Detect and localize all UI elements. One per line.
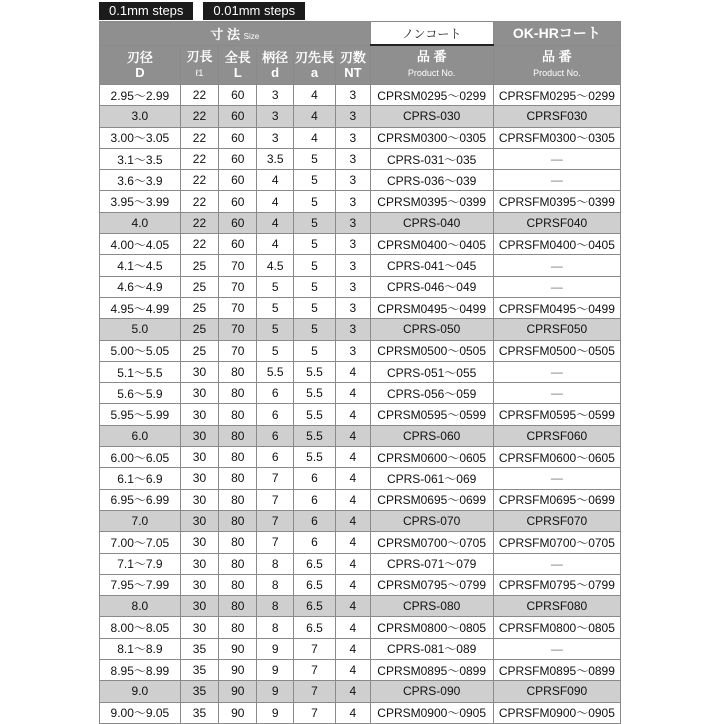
- table-row: [100, 340, 621, 361]
- cell-non: CPRSM0495～0499: [370, 297, 493, 318]
- cell-okhr: CPRSF060: [493, 425, 620, 446]
- cell-d: 8: [257, 617, 293, 638]
- cell-a: 5: [293, 255, 335, 276]
- cell-d: 8: [257, 596, 293, 617]
- cell-okhr: CPRSF050: [493, 319, 620, 340]
- cell-d: 7.1～7.9: [100, 553, 181, 574]
- table-row: [100, 425, 621, 446]
- cell-d: 9: [257, 702, 293, 723]
- cell-d: 8.95～8.99: [100, 660, 181, 681]
- cell-non: CPRS-090: [370, 681, 493, 702]
- col-header-l1: 刃長 ℓ1: [180, 45, 218, 85]
- cell-okhr: CPRSF090: [493, 681, 620, 702]
- table-row: [100, 532, 621, 553]
- cell-l1: 30: [180, 617, 218, 638]
- cell-a: 5: [293, 212, 335, 233]
- cell-d: 6.1～6.9: [100, 468, 181, 489]
- cell-d: 3: [257, 85, 293, 106]
- cell-okhr: —: [493, 148, 620, 169]
- cell-d: 9.0: [100, 681, 181, 702]
- cell-nt: 3: [336, 234, 370, 255]
- cell-a: 6: [293, 489, 335, 510]
- cell-okhr: CPRSFM0500～0505: [493, 340, 620, 361]
- cell-nt: 3: [336, 127, 370, 148]
- cell-d: 8.1～8.9: [100, 638, 181, 659]
- cell-d: 7.00～7.05: [100, 532, 181, 553]
- cell-nt: 4: [336, 489, 370, 510]
- cell-d: 9: [257, 681, 293, 702]
- cell-non: CPRS-070: [370, 510, 493, 531]
- cell-a: 5: [293, 319, 335, 340]
- cell-nt: 4: [336, 383, 370, 404]
- cell-l: 70: [219, 276, 257, 297]
- cell-l1: 30: [180, 510, 218, 531]
- cell-d: 9: [257, 660, 293, 681]
- cell-l1: 35: [180, 660, 218, 681]
- cell-l1: 30: [180, 574, 218, 595]
- cell-nt: 3: [336, 212, 370, 233]
- cell-l1: 30: [180, 425, 218, 446]
- cell-okhr: CPRSFM0495～0499: [493, 297, 620, 318]
- cell-l1: 25: [180, 297, 218, 318]
- table-row: [100, 127, 621, 148]
- cell-l1: 22: [180, 106, 218, 127]
- cell-l: 80: [219, 596, 257, 617]
- cell-d: 4.1～4.5: [100, 255, 181, 276]
- cell-d: 5.1～5.5: [100, 361, 181, 382]
- cell-nt: 3: [336, 191, 370, 212]
- table-row: [100, 148, 621, 169]
- cell-l: 80: [219, 510, 257, 531]
- cell-a: 7: [293, 681, 335, 702]
- cell-l1: 30: [180, 553, 218, 574]
- cell-okhr: —: [493, 361, 620, 382]
- cell-l: 80: [219, 404, 257, 425]
- cell-d: 4: [257, 170, 293, 191]
- cell-okhr: CPRSFM0695～0699: [493, 489, 620, 510]
- cell-nt: 4: [336, 638, 370, 659]
- cell-okhr: CPRSFM0700～0705: [493, 532, 620, 553]
- cell-okhr: CPRSF080: [493, 596, 620, 617]
- table-row: [100, 319, 621, 340]
- cell-okhr: —: [493, 170, 620, 191]
- cell-nt: 4: [336, 681, 370, 702]
- col-header-tip-length: 刃先長 a: [293, 45, 335, 85]
- cell-a: 5: [293, 191, 335, 212]
- cell-d: 5: [257, 297, 293, 318]
- cell-d: 6.00～6.05: [100, 447, 181, 468]
- ok-hr-coat-header: OK-HRコート: [493, 22, 620, 46]
- cell-d: 6: [257, 383, 293, 404]
- cell-l: 90: [219, 638, 257, 659]
- cell-d: 8: [257, 574, 293, 595]
- cell-okhr: —: [493, 255, 620, 276]
- cell-d: 3.1～3.5: [100, 148, 181, 169]
- size-header: [100, 22, 371, 46]
- cell-d: 3.6～3.9: [100, 170, 181, 191]
- cell-non: CPRS-080: [370, 596, 493, 617]
- cell-nt: 4: [336, 361, 370, 382]
- cell-non: CPRSM0400～0405: [370, 234, 493, 255]
- cell-a: 6.5: [293, 553, 335, 574]
- cell-nt: 3: [336, 255, 370, 276]
- cell-l: 80: [219, 574, 257, 595]
- cell-d: 7: [257, 510, 293, 531]
- cell-l1: 30: [180, 383, 218, 404]
- cell-nt: 3: [336, 170, 370, 191]
- table-row: [100, 234, 621, 255]
- cell-d: 4.95～4.99: [100, 297, 181, 318]
- cell-a: 7: [293, 702, 335, 723]
- cell-non: CPRS-046～049: [370, 276, 493, 297]
- cell-l: 60: [219, 234, 257, 255]
- cell-l1: 25: [180, 319, 218, 340]
- col-header-flutes: 刃数 NT: [336, 45, 370, 85]
- cell-a: 6: [293, 532, 335, 553]
- cell-non: CPRS-071～079: [370, 553, 493, 574]
- cell-d: 2.95～2.99: [100, 85, 181, 106]
- header-row-1: [100, 22, 621, 46]
- cell-l1: 22: [180, 191, 218, 212]
- product-spec-table: [99, 21, 621, 724]
- cell-l1: 30: [180, 532, 218, 553]
- table-row: [100, 297, 621, 318]
- table-row: [100, 106, 621, 127]
- cell-l1: 22: [180, 170, 218, 191]
- cell-nt: 3: [336, 276, 370, 297]
- cell-non: CPRSM0895～0899: [370, 660, 493, 681]
- cell-l: 60: [219, 170, 257, 191]
- cell-d: 6: [257, 404, 293, 425]
- cell-l1: 22: [180, 85, 218, 106]
- cell-non: CPRS-036～039: [370, 170, 493, 191]
- cell-l: 80: [219, 447, 257, 468]
- cell-non: CPRS-050: [370, 319, 493, 340]
- cell-d: 5.0: [100, 319, 181, 340]
- step-tabs: [99, 2, 305, 20]
- cell-d: 3.5: [257, 148, 293, 169]
- cell-nt: 3: [336, 106, 370, 127]
- cell-okhr: CPRSFM0800～0805: [493, 617, 620, 638]
- cell-l1: 25: [180, 255, 218, 276]
- cell-d: 5.5: [257, 361, 293, 382]
- cell-non: CPRSM0295～0299: [370, 85, 493, 106]
- cell-a: 4: [293, 85, 335, 106]
- cell-a: 6.5: [293, 617, 335, 638]
- cell-a: 7: [293, 660, 335, 681]
- table-row: [100, 468, 621, 489]
- cell-d: 4.00～4.05: [100, 234, 181, 255]
- cell-okhr: CPRSF040: [493, 212, 620, 233]
- cell-l1: 22: [180, 127, 218, 148]
- cell-nt: 3: [336, 319, 370, 340]
- cell-non: CPRS-051～055: [370, 361, 493, 382]
- cell-l: 80: [219, 617, 257, 638]
- tab-0-1mm-steps[interactable]: 0.1mm steps: [99, 2, 193, 20]
- cell-l1: 35: [180, 681, 218, 702]
- cell-d: 7: [257, 489, 293, 510]
- cell-a: 5.5: [293, 361, 335, 382]
- cell-d: 3.00～3.05: [100, 127, 181, 148]
- cell-l1: 30: [180, 404, 218, 425]
- cell-nt: 4: [336, 532, 370, 553]
- cell-okhr: CPRSFM0595～0599: [493, 404, 620, 425]
- cell-a: 5.5: [293, 425, 335, 446]
- cell-d: 7.95～7.99: [100, 574, 181, 595]
- table-row: [100, 681, 621, 702]
- cell-okhr: —: [493, 383, 620, 404]
- cell-l: 80: [219, 532, 257, 553]
- cell-d: 5.00～5.05: [100, 340, 181, 361]
- cell-l1: 22: [180, 234, 218, 255]
- cell-nt: 4: [336, 425, 370, 446]
- table-body: [100, 85, 621, 724]
- table-row: [100, 447, 621, 468]
- cell-nt: 4: [336, 447, 370, 468]
- table-row: [100, 489, 621, 510]
- size-label: 寸 法: [210, 26, 240, 42]
- cell-d: 9: [257, 638, 293, 659]
- cell-d: 4.6～4.9: [100, 276, 181, 297]
- cell-l1: 30: [180, 596, 218, 617]
- cell-l: 60: [219, 85, 257, 106]
- cell-okhr: —: [493, 276, 620, 297]
- cell-a: 4: [293, 127, 335, 148]
- cell-a: 4: [293, 106, 335, 127]
- size-sublabel: Size: [243, 31, 260, 41]
- cell-a: 6: [293, 510, 335, 531]
- cell-okhr: CPRSF030: [493, 106, 620, 127]
- cell-l: 80: [219, 383, 257, 404]
- table-row: [100, 361, 621, 382]
- cell-non: CPRS-040: [370, 212, 493, 233]
- cell-a: 5: [293, 148, 335, 169]
- cell-l1: 35: [180, 702, 218, 723]
- cell-okhr: CPRSFM0900～0905: [493, 702, 620, 723]
- col-header-d: 刃径 D: [100, 45, 181, 85]
- table-row: [100, 212, 621, 233]
- cell-non: CPRSM0700～0705: [370, 532, 493, 553]
- cell-d: 6: [257, 425, 293, 446]
- cell-d: 6.0: [100, 425, 181, 446]
- table-row: [100, 702, 621, 723]
- cell-nt: 4: [336, 510, 370, 531]
- col-header-product-non-coat: 品 番 Product No.: [370, 45, 493, 85]
- table-row: [100, 638, 621, 659]
- cell-l: 70: [219, 255, 257, 276]
- cell-a: 5: [293, 340, 335, 361]
- cell-okhr: CPRSF070: [493, 510, 620, 531]
- cell-a: 5: [293, 276, 335, 297]
- cell-l: 80: [219, 489, 257, 510]
- cell-okhr: CPRSFM0795～0799: [493, 574, 620, 595]
- col-header-shank: 柄径 d: [257, 45, 293, 85]
- cell-l: 90: [219, 702, 257, 723]
- cell-nt: 4: [336, 553, 370, 574]
- cell-l1: 22: [180, 212, 218, 233]
- cell-nt: 4: [336, 404, 370, 425]
- cell-nt: 4: [336, 617, 370, 638]
- col-header-product-ok-hr: 品 番 Product No.: [493, 45, 620, 85]
- cell-nt: 3: [336, 340, 370, 361]
- table-row: [100, 276, 621, 297]
- cell-a: 5.5: [293, 383, 335, 404]
- cell-okhr: —: [493, 638, 620, 659]
- cell-nt: 4: [336, 660, 370, 681]
- cell-l1: 22: [180, 148, 218, 169]
- cell-d: 9.00～9.05: [100, 702, 181, 723]
- cell-non: CPRSM0900～0905: [370, 702, 493, 723]
- cell-a: 6: [293, 468, 335, 489]
- cell-l1: 25: [180, 276, 218, 297]
- cell-non: CPRSM0395～0399: [370, 191, 493, 212]
- cell-nt: 3: [336, 148, 370, 169]
- cell-d: 4: [257, 234, 293, 255]
- cell-nt: 4: [336, 702, 370, 723]
- table-row: [100, 617, 621, 638]
- cell-l1: 30: [180, 447, 218, 468]
- cell-non: CPRS-060: [370, 425, 493, 446]
- cell-l: 80: [219, 361, 257, 382]
- cell-l: 80: [219, 468, 257, 489]
- cell-d: 4: [257, 212, 293, 233]
- cell-d: 7.0: [100, 510, 181, 531]
- cell-nt: 3: [336, 85, 370, 106]
- cell-l: 70: [219, 340, 257, 361]
- cell-non: CPRSM0600～0605: [370, 447, 493, 468]
- cell-d: 8: [257, 553, 293, 574]
- cell-l: 80: [219, 553, 257, 574]
- cell-l1: 30: [180, 489, 218, 510]
- cell-a: 5: [293, 170, 335, 191]
- cell-non: CPRS-061～069: [370, 468, 493, 489]
- cell-nt: 4: [336, 468, 370, 489]
- cell-l: 60: [219, 191, 257, 212]
- cell-d: 5.6～5.9: [100, 383, 181, 404]
- table-row: [100, 170, 621, 191]
- cell-d: 7: [257, 468, 293, 489]
- cell-l1: 30: [180, 468, 218, 489]
- cell-non: CPRSM0300～0305: [370, 127, 493, 148]
- cell-l: 70: [219, 297, 257, 318]
- cell-a: 5: [293, 297, 335, 318]
- non-coat-header: ノンコート: [370, 22, 493, 46]
- cell-d: 4.5: [257, 255, 293, 276]
- cell-non: CPRSM0795～0799: [370, 574, 493, 595]
- cell-okhr: CPRSFM0400～0405: [493, 234, 620, 255]
- cell-d: 5: [257, 319, 293, 340]
- header-row-2: [100, 45, 621, 85]
- cell-d: 3.0: [100, 106, 181, 127]
- cell-d: 5: [257, 340, 293, 361]
- cell-l1: 25: [180, 340, 218, 361]
- cell-l: 60: [219, 212, 257, 233]
- cell-l1: 30: [180, 361, 218, 382]
- table-row: [100, 191, 621, 212]
- cell-l: 60: [219, 106, 257, 127]
- cell-d: 5.95～5.99: [100, 404, 181, 425]
- cell-a: 7: [293, 638, 335, 659]
- cell-d: 6: [257, 447, 293, 468]
- table-row: [100, 596, 621, 617]
- table-row: [100, 383, 621, 404]
- table-row: [100, 510, 621, 531]
- cell-d: 6.95～6.99: [100, 489, 181, 510]
- cell-non: CPRSM0695～0699: [370, 489, 493, 510]
- table-row: [100, 660, 621, 681]
- cell-l1: 35: [180, 638, 218, 659]
- cell-a: 5.5: [293, 447, 335, 468]
- cell-l: 60: [219, 148, 257, 169]
- cell-d: 8.0: [100, 596, 181, 617]
- cell-non: CPRS-031～035: [370, 148, 493, 169]
- table-row: [100, 85, 621, 106]
- table-row: [100, 404, 621, 425]
- cell-a: 5.5: [293, 404, 335, 425]
- cell-non: CPRSM0595～0599: [370, 404, 493, 425]
- table-row: [100, 255, 621, 276]
- cell-d: 7: [257, 532, 293, 553]
- cell-d: 5: [257, 276, 293, 297]
- cell-okhr: —: [493, 468, 620, 489]
- cell-non: CPRS-081～089: [370, 638, 493, 659]
- cell-okhr: CPRSFM0600～0605: [493, 447, 620, 468]
- cell-d: 3.95～3.99: [100, 191, 181, 212]
- table-row: [100, 574, 621, 595]
- cell-non: CPRSM0800～0805: [370, 617, 493, 638]
- cell-l: 90: [219, 681, 257, 702]
- cell-non: CPRS-030: [370, 106, 493, 127]
- cell-d: 4: [257, 191, 293, 212]
- cell-a: 6.5: [293, 574, 335, 595]
- cell-non: CPRSM0500～0505: [370, 340, 493, 361]
- cell-non: CPRS-041～045: [370, 255, 493, 276]
- cell-okhr: CPRSFM0895～0899: [493, 660, 620, 681]
- cell-d: 8.00～8.05: [100, 617, 181, 638]
- table-row: [100, 553, 621, 574]
- cell-d: 3: [257, 127, 293, 148]
- cell-d: 4.0: [100, 212, 181, 233]
- cell-okhr: CPRSFM0300～0305: [493, 127, 620, 148]
- cell-l: 70: [219, 319, 257, 340]
- tab-0-01mm-steps[interactable]: 0.01mm steps: [203, 2, 305, 20]
- cell-okhr: —: [493, 553, 620, 574]
- cell-a: 6.5: [293, 596, 335, 617]
- cell-a: 5: [293, 234, 335, 255]
- cell-nt: 4: [336, 574, 370, 595]
- cell-nt: 4: [336, 596, 370, 617]
- cell-non: CPRS-056～059: [370, 383, 493, 404]
- cell-okhr: CPRSFM0295～0299: [493, 85, 620, 106]
- col-header-overall-length: 全長 L: [219, 45, 257, 85]
- cell-l: 60: [219, 127, 257, 148]
- cell-nt: 3: [336, 297, 370, 318]
- cell-d: 3: [257, 106, 293, 127]
- cell-l: 90: [219, 660, 257, 681]
- cell-l: 80: [219, 425, 257, 446]
- cell-okhr: CPRSFM0395～0399: [493, 191, 620, 212]
